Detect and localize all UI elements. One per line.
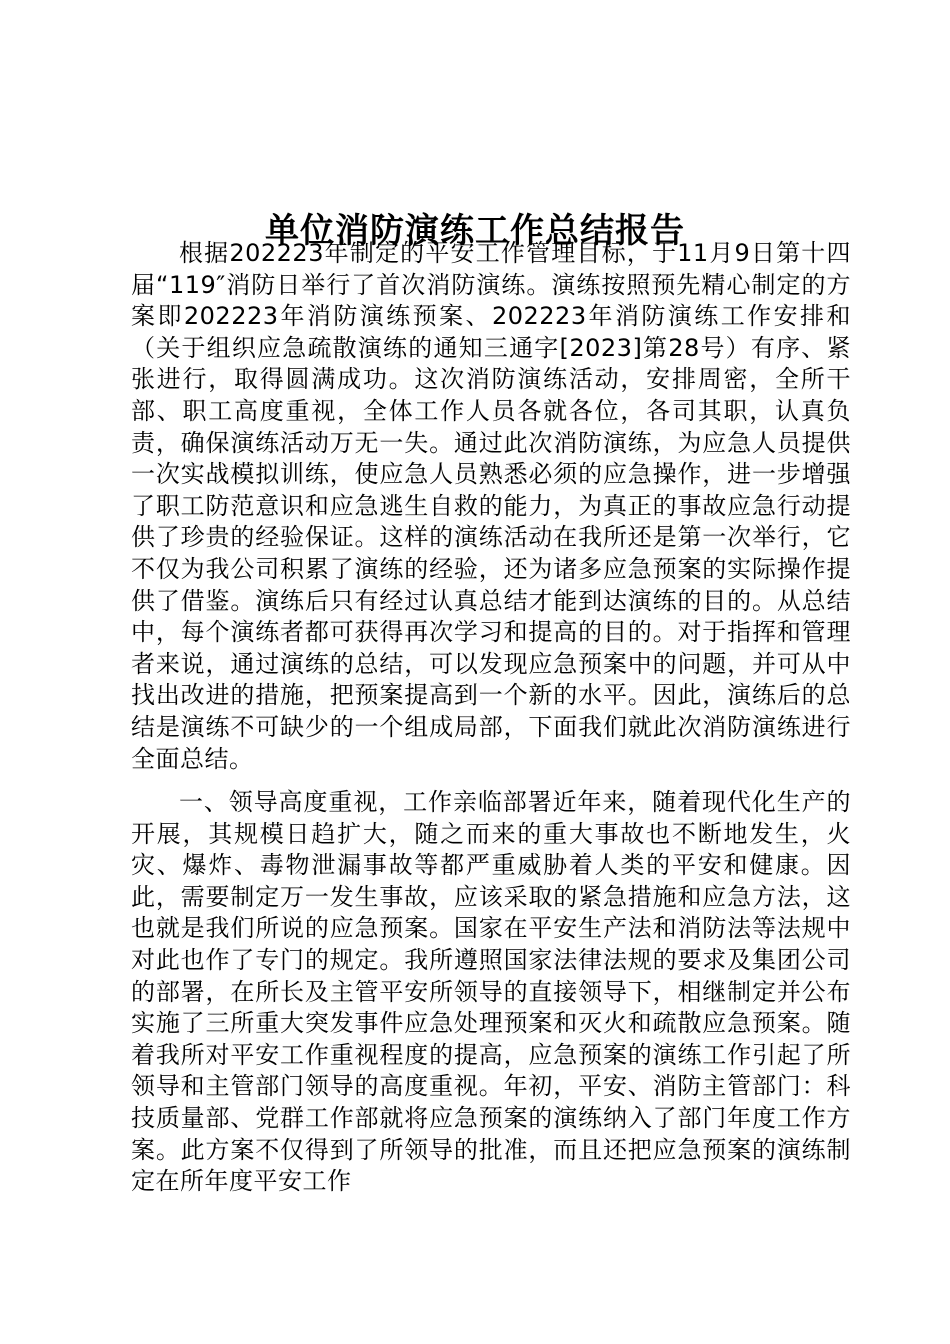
body-paragraph-section-1: 一、领导高度重视，工作亲临部署近年来，随着现代化生产的开展，其规模日趋扩大，随之而来的重大事故也不断地发生，火灾、爆炸、毒物泄漏事故等都严重威胁着人类的平安和健康。因此，需要制定万一发生事故，应该采取的紧急措施和应急方法，这也就是我们所说的应急预案。国家在平安生产法和消防法等法规中对此也作了专门的规定。我所遵照国家法律法规的要求及集团公司的部署，在所长及主管平安所领导的直接领导下，相继制定并公布实施了三所重大突发事件应急处理预案和灭火和疏散应急预案。随着我所对平安工作重视程度的提高，应急预案的演练工作引起了所领导和主管部门领导的高度重视。年初，平安、消防主管部门：科技质量部、党群工作部就将应急预案的演练纳入了部门年度工作方案。此方案不仅得到了所领导的批准，而且还把应急预案的演练制定在所年度平安工作 <box>131 788 851 1196</box>
document-title: 单位消防演练工作总结报告 <box>265 210 685 251</box>
body-paragraph-intro: 根据202223年制定的平安工作管理目标，于11月9日第十四届“119″消防日举行了首次消防演练。演练按照预先精心制定的方案即202223年消防演练预案、202223年消防演练工作安排和（关于组织应急疏散演练的通知三通字[2023]第28号）有序、紧张进行，取得圆满成功。这次消防演练活动，安排周密，全所干部、职工高度重视，全体工作人员各就各位，各司其职，认真负责，确保演练活动万无一失。通过此次消防演练，为应急人员提供一次实战模拟训练，使应急人员熟悉必须的应急操作，进一步增强了职工防范意识和应急逃生自救的能力，为真正的事故应急行动提供了珍贵的经验保证。这样的演练活动在我所还是第一次举行，它不仅为我公司积累了演练的经验，还为诸多应急预案的实际操作提供了借鉴。演练后只有经过认真总结才能到达演练的目的。从总结中，每个演练者都可获得再次学习和提高的目的。对于指挥和管理者来说，通过演练的总结，可以发现应急预案中的问题，并可从中找出改进的措施，把预案提高到一个新的水平。因此，演练后的总结是演练不可缺少的一个组成局部，下面我们就此次消防演练进行全面总结。 <box>131 239 851 773</box>
